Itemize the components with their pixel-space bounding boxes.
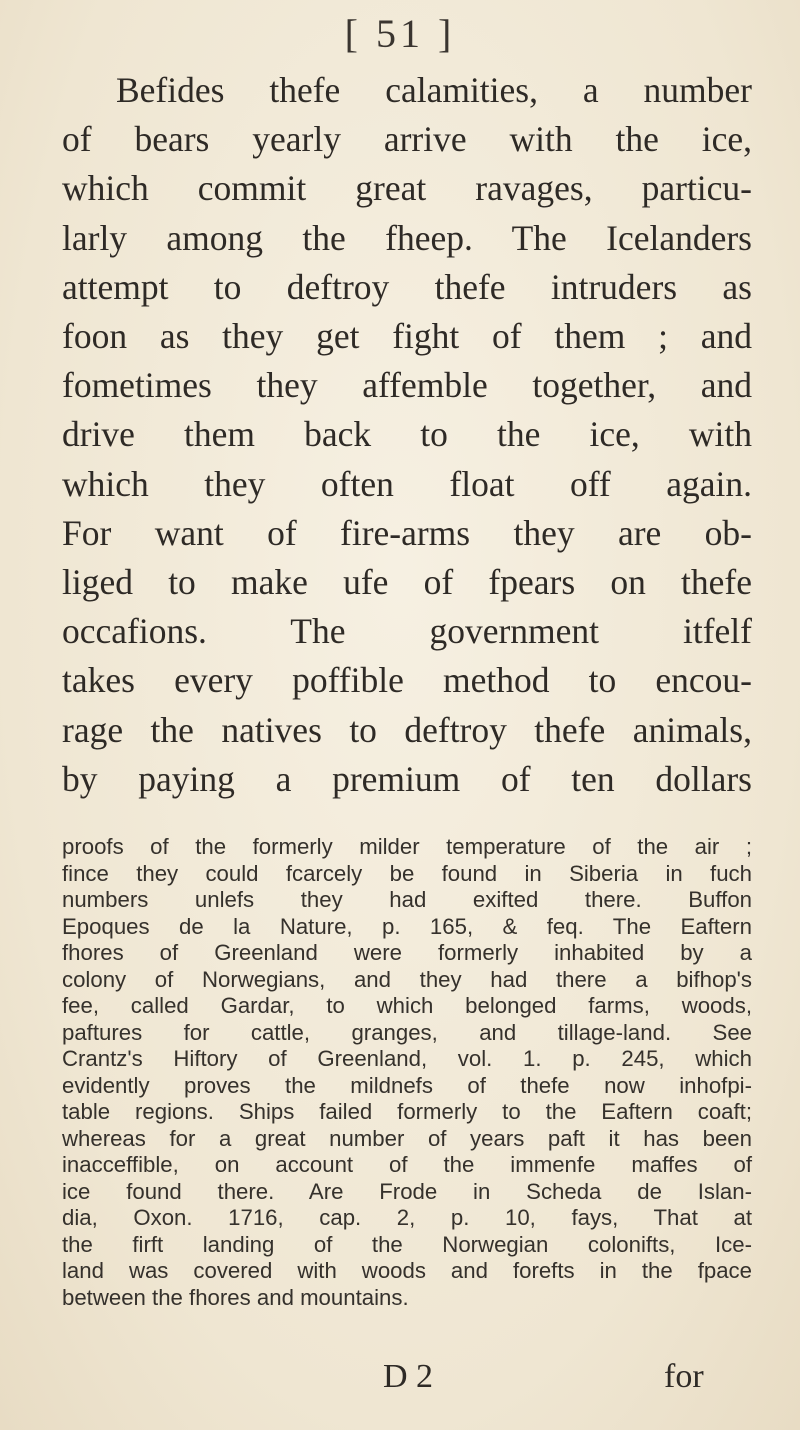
- footnote-line: between the fhores and mountains.: [62, 1284, 409, 1310]
- footnote-line: paftures for cattle, granges, and tillage-land. See: [62, 1019, 752, 1045]
- main-text-line: rage the natives to deftroy thefe animals,: [62, 709, 752, 750]
- main-text-line: takes every poffible method to encou-: [62, 660, 752, 701]
- main-text-line: of bears yearly arrive with the ice,: [62, 119, 752, 160]
- main-text-line: liged to make ufe of fpears on thefe: [62, 562, 752, 603]
- footnote-line: fhores of Greenland were formerly inhabited by a: [62, 940, 752, 965]
- footnote-line: dia, Oxon. 1716, cap. 2, p. 10, fays, That at: [62, 1205, 752, 1230]
- footnote-line: Crantz's Hiftory of Greenland, vol. 1. p. 245, which: [62, 1046, 752, 1071]
- footnote: [62, 834, 752, 1311]
- footnote-line: Epoques de la Nature, p. 165, & feq. The Eaftern: [62, 913, 752, 939]
- page-footer: [0, 1358, 800, 1398]
- main-text-line: by paying a premium of ten dollars: [62, 758, 752, 799]
- main-text-line: drive them back to the ice, with: [62, 414, 752, 455]
- main-text-line: which commit great ravages, particu-: [62, 168, 752, 209]
- main-text-line: For want of fire-arms they are ob-: [62, 512, 752, 553]
- footnote-line: table regions. Ships failed formerly to the Eaftern coaft;: [62, 1099, 752, 1124]
- main-text-line: Befides thefe calamities, a number: [116, 70, 752, 110]
- main-text-line: fometimes they affemble together, and: [62, 365, 752, 406]
- main-text-line: occafions. The government itfelf: [62, 611, 752, 652]
- footnote-line: inacceffible, on account of the immenfe maffes of: [62, 1152, 752, 1177]
- footnote-line: ice found there. Are Frode in Scheda de Islan-: [62, 1178, 752, 1204]
- footnote-line: land was covered with woods and forefts in the fpace: [62, 1258, 752, 1283]
- main-text-line: larly among the fheep. The Icelanders: [62, 217, 752, 258]
- footnote-line: fince they could fcarcely be found in Siberia in fuch: [62, 860, 752, 886]
- page-number-header: [ 51 ]: [344, 11, 456, 56]
- footnote-line: fee, called Gardar, to which belonged farms, woods,: [62, 993, 752, 1018]
- footnote-line: evidently proves the mildnefs of thefe now inhofpi-: [62, 1072, 752, 1098]
- footnote-line: numbers unlefs they had exifted there. Buffon: [62, 887, 752, 912]
- signature-mark: D 2: [383, 1358, 434, 1395]
- main-text-line: foon as they get fight of them ; and: [62, 316, 752, 357]
- main-text-line: attempt to deftroy thefe intruders as: [62, 266, 752, 307]
- main-text-line: which they often float off again.: [62, 463, 752, 504]
- footnote-line: whereas for a great number of years paft it has been: [62, 1125, 752, 1151]
- main-paragraph: [62, 66, 752, 804]
- footnote-line: proofs of the formerly milder temperature of the air ;: [62, 834, 752, 859]
- footnote-line: the firft landing of the Norwegian colonifts, Ice-: [62, 1231, 752, 1257]
- catchword: for: [664, 1358, 704, 1395]
- footnote-line: colony of Norwegians, and they had there a bifhop's: [62, 966, 752, 992]
